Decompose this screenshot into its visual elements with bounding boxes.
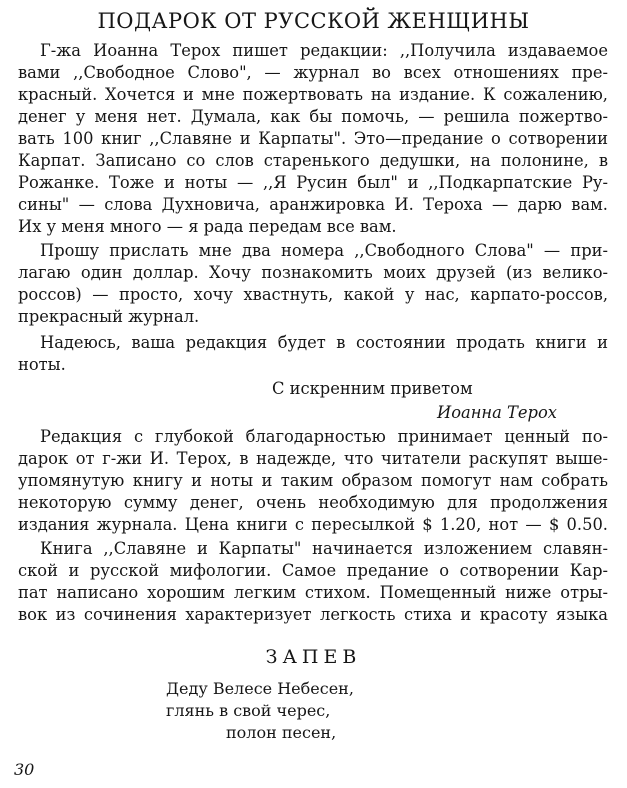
letter-line: лагаю один доллар. Хочу познакомить моих друзей (из велико- (18, 263, 608, 282)
closing-greeting: С искренним приветом (272, 379, 473, 398)
editorial-line: некоторую сумму денег, очень необходимую для продолжения (18, 493, 608, 512)
letter-line: Карпат. Записано со слов старенького дедушки, на полонине, в (18, 151, 608, 170)
letter-line: Прошу прислать мне два номера ,,Свободного Слова" — при- (40, 241, 608, 260)
editorial-line: ской и русской мифологии. Самое предание о сотворении Кар- (18, 561, 608, 580)
poem-line: Деду Велесе Небесен, (166, 679, 354, 698)
editorial-line: пат написано хорошим легким стихом. Помещенный ниже отры- (18, 583, 608, 602)
letter-line: красный. Хочется и мне пожертвовать на издание. К сожалению, (18, 85, 608, 104)
letter-line: прекрасный журнал. (18, 307, 200, 326)
letter-line: Надеюсь, ваша редакция будет в состоянии продать книги и (40, 333, 608, 352)
letter-line: Их у меня много — я рада передам все вам. (18, 217, 397, 236)
poem-title: ЗАПЕВ (265, 646, 362, 668)
letter-line: вать 100 книг ,,Славяне и Карпаты". Это—предание о сотворении (18, 129, 608, 148)
editorial-line: Книга ,,Славяне и Карпаты" начинается изложением славян- (40, 539, 608, 558)
letter-line: ноты. (18, 355, 66, 374)
letter-line: Г-жа Иоанна Терох пишет редакции: ,,Получила издаваемое (40, 41, 608, 60)
editorial-line: дарок от г-жи И. Терох, в надежде, что читатели раскупят выше- (18, 449, 608, 468)
signature: Иоанна Терох (437, 403, 557, 422)
poem-line: полон песен, (226, 723, 337, 742)
letter-line: россов) — просто, хочу хвастнуть, какой у нас, карпато-россов, (18, 285, 608, 304)
editorial-line: издания журнала. Цена книги с пересылкой $ 1.20, нот — $ 0.50. (18, 515, 608, 534)
letter-line: сины" — слова Духновича, аранжировка И. Тероха — дарю вам. (18, 195, 608, 214)
article-title: ПОДАРОК ОТ РУССКОЙ ЖЕНЩИНЫ (97, 9, 530, 33)
letter-line: денег у меня нет. Думала, как бы помочь, — решила пожертво- (18, 107, 608, 126)
page-number: 30 (14, 760, 35, 779)
poem-line: глянь в свой черес, (166, 701, 331, 720)
editorial-line: Редакция с глубокой благодарностью принимает ценный по- (40, 427, 608, 446)
letter-line: Рожанке. Тоже и ноты — ,,Я Русин был" и ,,Подкарпатские Ру- (18, 173, 608, 192)
editorial-line: упомянутую книгу и ноты и таким образом помогут нам собрать (18, 471, 608, 490)
letter-line: вами ,,Свободное Слово", — журнал во всех отношениях пре- (18, 63, 608, 82)
editorial-line: вок из сочинения характеризует легкость стиха и красоту языка (18, 605, 608, 624)
